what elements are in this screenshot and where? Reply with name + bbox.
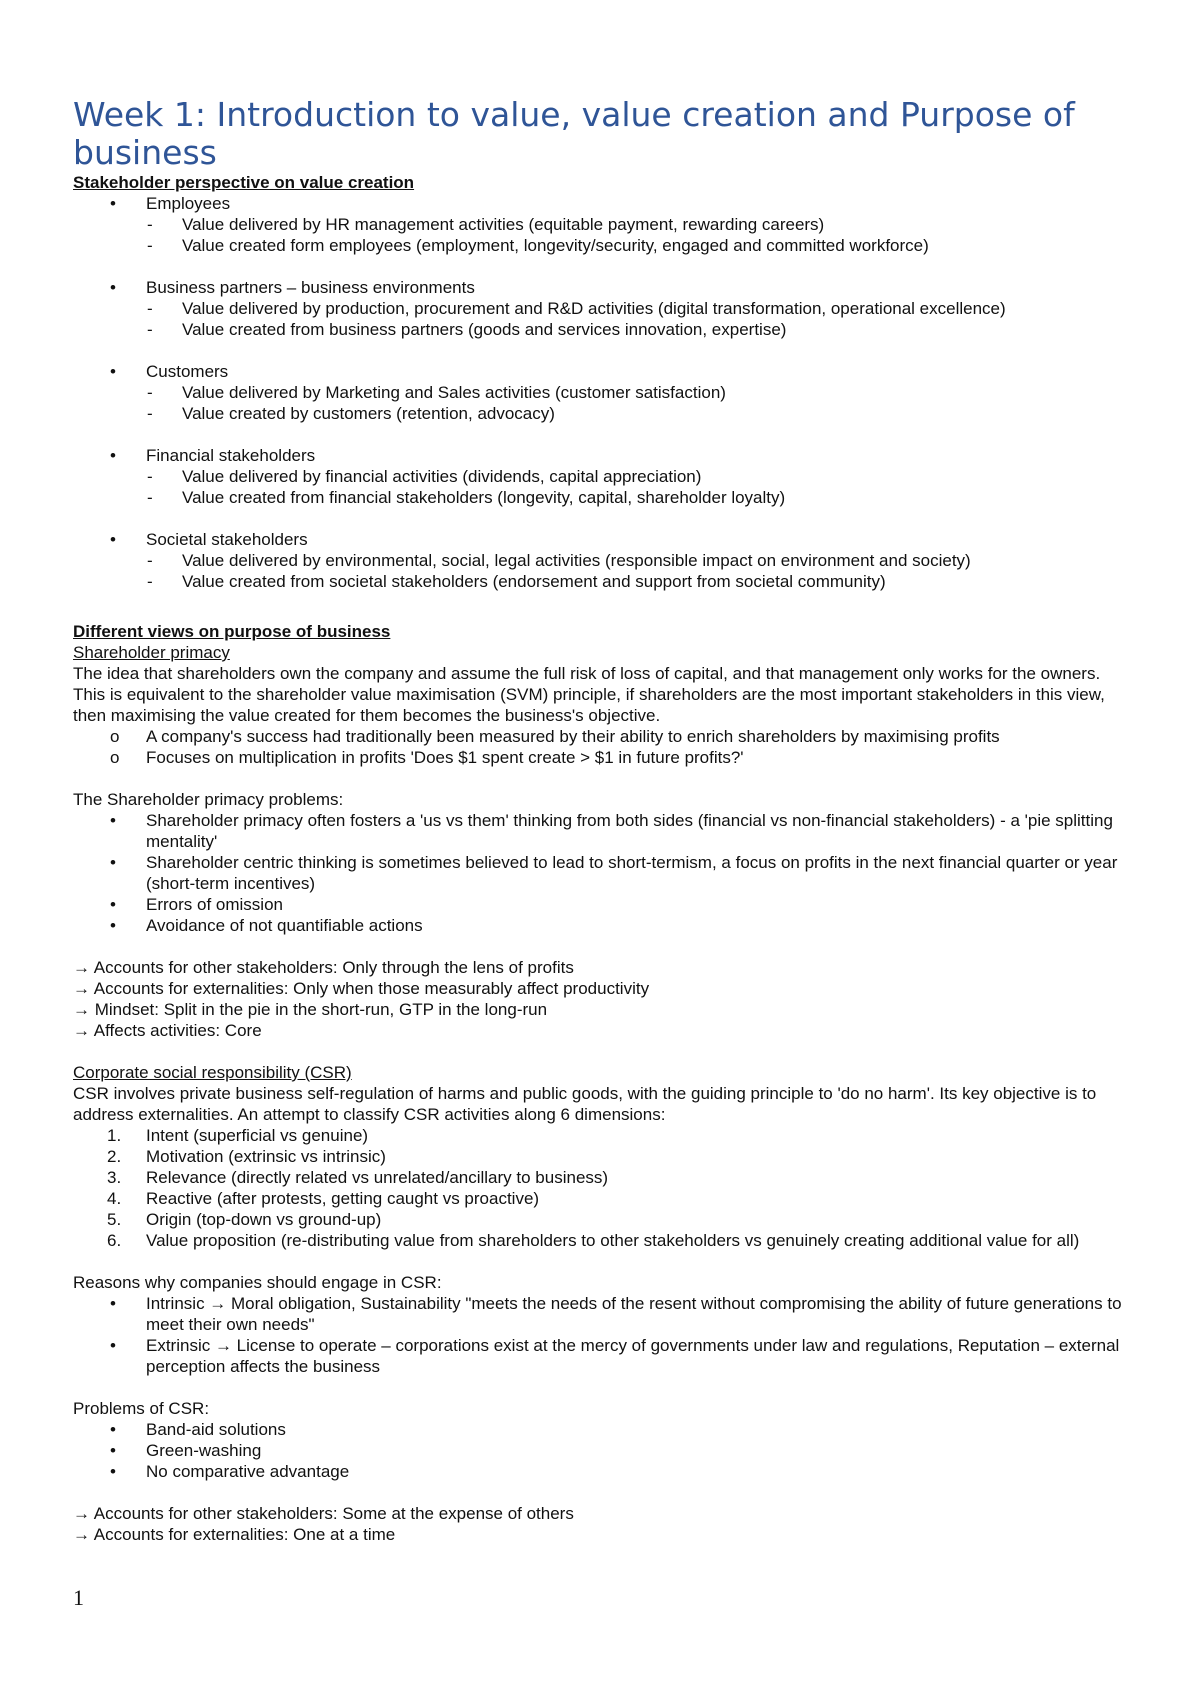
bullet-icon: • (110, 194, 116, 213)
stakeholder-group-financial (73, 445, 1133, 508)
list-item: - Value delivered by Marketing and Sales activities (customer satisfaction) (147, 383, 726, 402)
paragraph-csr: CSR involves private business self-regulation of harms and public goods, with the guiding principle to 'do no harm'. Its key objective is to address externalities. An attempt to classify CSR activities along 6 dimensions: (73, 1084, 1097, 1124)
list-item: • Intrinsic → Moral obligation, Sustainability "meets the needs of the resent without compromising the ability of future generations to meet their own needs" (110, 1294, 1122, 1334)
list-item: - Value created form employees (employment, longevity/security, engaged and committed workforce) (147, 236, 929, 255)
dash-icon: - (147, 467, 153, 486)
dash-icon: - (147, 488, 153, 507)
dash-icon: - (147, 236, 153, 255)
list-item: • Extrinsic → License to operate – corporations exist at the mercy of governments under law and regulations, Reputation – external perception affects the business (110, 1336, 1120, 1376)
list-item: • Errors of omission (110, 895, 283, 914)
list-item: • Band-aid solutions (110, 1420, 286, 1439)
arrow-right-icon: → (73, 1000, 90, 1019)
subheading-shareholder-primacy: Shareholder primacy (73, 643, 230, 662)
spacer (73, 340, 1133, 361)
page-title: Week 1: Introduction to value, value creation and Purpose of business (73, 95, 1075, 172)
list-item: 2. Motivation (extrinsic vs intrinsic) (107, 1147, 386, 1166)
problems-intro-shareholder: The Shareholder primacy problems: (73, 790, 344, 809)
arrow-line: → Mindset: Split in the pie in the short-run, GTP in the long-run (73, 1000, 548, 1019)
dash-icon: - (147, 320, 153, 339)
list-item: o A company's success had traditionally been measured by their ability to enrich shareholders by maximising profits (110, 727, 1000, 746)
list-item: 6. Value proposition (re-distributing value from shareholders to other stakeholders vs genuinely creating additional value for all) (107, 1231, 1080, 1250)
bullet-icon: • (110, 446, 116, 465)
list-item: - Value created from financial stakeholders (longevity, capital, shareholder loyalty) (147, 488, 786, 507)
spacer (73, 592, 1133, 613)
stakeholder-group-business-partners (73, 277, 1133, 340)
arrow-line: → Accounts for other stakeholders: Only through the lens of profits (73, 958, 574, 977)
subheading-csr: Corporate social responsibility (CSR) (73, 1063, 352, 1082)
bullet-icon: • (110, 1294, 116, 1313)
list-item: • Employees (110, 194, 231, 213)
list-item: • Shareholder primacy often fosters a 'us vs them' thinking from both sides (financial vs non-financial stakeholders) - a 'pie splitting mentality' (110, 811, 1113, 851)
section-heading-purpose-of-business: Different views on purpose of business (73, 622, 391, 641)
bullet-icon: • (110, 895, 116, 914)
bullet-icon: • (110, 1336, 116, 1355)
arrow-right-icon: → (73, 958, 90, 977)
arrow-line: → Accounts for externalities: One at a time (73, 1525, 396, 1544)
bullet-icon: • (110, 1462, 116, 1481)
arrow-right-icon: → (73, 1021, 90, 1040)
list-item: • Financial stakeholders (110, 446, 316, 465)
problems-intro-csr: Problems of CSR: (73, 1399, 210, 1418)
dash-icon: - (147, 215, 153, 234)
list-item: • Avoidance of not quantifiable actions (110, 916, 423, 935)
page-number: 1 (73, 1585, 84, 1610)
list-item: 4. Reactive (after protests, getting caught vs proactive) (107, 1189, 540, 1208)
bullet-icon: • (110, 362, 116, 381)
arrow-right-icon: → (73, 1504, 90, 1523)
bullet-icon: • (110, 1420, 116, 1439)
dash-icon: - (147, 383, 153, 402)
dash-icon: - (147, 299, 153, 318)
circle-bullet-icon: o (110, 727, 120, 746)
stakeholder-group-societal (73, 529, 1133, 592)
bullet-icon: • (110, 530, 116, 549)
list-item: • Societal stakeholders (110, 530, 308, 549)
list-item: - Value delivered by financial activities (dividends, capital appreciation) (147, 467, 702, 486)
list-item: - Value created by customers (retention, advocacy) (147, 404, 555, 423)
spacer (73, 1251, 1133, 1272)
list-item: - Value created from business partners (goods and services innovation, expertise) (147, 320, 787, 339)
list-item: - Value delivered by HR management activities (equitable payment, rewarding careers) (147, 215, 825, 234)
list-item: • No comparative advantage (110, 1462, 350, 1481)
spacer (73, 424, 1133, 445)
spacer (73, 936, 1133, 957)
spacer (73, 613, 1133, 621)
spacer (73, 1377, 1133, 1398)
spacer (73, 256, 1133, 277)
arrow-right-icon: → (73, 979, 90, 998)
list-item: • Green-washing (110, 1441, 262, 1460)
spacer (73, 1041, 1133, 1062)
stakeholder-group-customers (73, 361, 1133, 424)
list-item: • Business partners – business environments (110, 278, 475, 297)
bullet-icon: • (110, 1441, 116, 1460)
arrow-line: → Accounts for externalities: Only when those measurably affect productivity (73, 979, 650, 998)
spacer (73, 1482, 1133, 1503)
list-item: 5. Origin (top-down vs ground-up) (107, 1210, 382, 1229)
document-page (73, 96, 1133, 1545)
bullet-icon: • (110, 916, 116, 935)
list-item: • Shareholder centric thinking is sometimes believed to lead to short-termism, a focus on profits in the next financial quarter or year (short-term incentives) (110, 853, 1118, 893)
dash-icon: - (147, 404, 153, 423)
list-item: - Value delivered by environmental, social, legal activities (responsible impact on environment and society) (147, 551, 971, 570)
bullet-icon: • (110, 811, 116, 830)
circle-bullet-icon: o (110, 748, 120, 767)
arrow-right-icon: → (73, 1525, 90, 1544)
list-item: • Customers (110, 362, 229, 381)
spacer (73, 508, 1133, 529)
list-item: - Value created from societal stakeholders (endorsement and support from societal community) (147, 572, 886, 591)
list-item: o Focuses on multiplication in profits 'Does $1 spent create > $1 in future profits?' (110, 748, 744, 767)
arrow-line: → Affects activities: Core (73, 1021, 262, 1040)
list-item: 3. Relevance (directly related vs unrelated/ancillary to business) (107, 1168, 609, 1187)
dash-icon: - (147, 551, 153, 570)
paragraph-shareholder-primacy: The idea that shareholders own the company and assume the full risk of loss of capital, and that management only works for the owners. This is equivalent to the shareholder value maximisation (SVM) principle, if shareholders are the most important stakeholders in this view, then maximising the value created for them becomes the business's objective. (73, 664, 1105, 725)
dash-icon: - (147, 572, 153, 591)
arrow-line: → Accounts for other stakeholders: Some at the expense of others (73, 1504, 574, 1523)
list-item: 1. Intent (superficial vs genuine) (107, 1126, 369, 1145)
section-heading-stakeholder-perspective: Stakeholder perspective on value creation (73, 173, 415, 192)
list-item: - Value delivered by production, procurement and R&D activities (digital transformation, operational excellence) (147, 299, 1006, 318)
bullet-icon: • (110, 278, 116, 297)
stakeholder-group-employees (73, 193, 1133, 256)
spacer (73, 768, 1133, 789)
reasons-intro-csr: Reasons why companies should engage in CSR: (73, 1273, 442, 1292)
bullet-icon: • (110, 853, 116, 872)
